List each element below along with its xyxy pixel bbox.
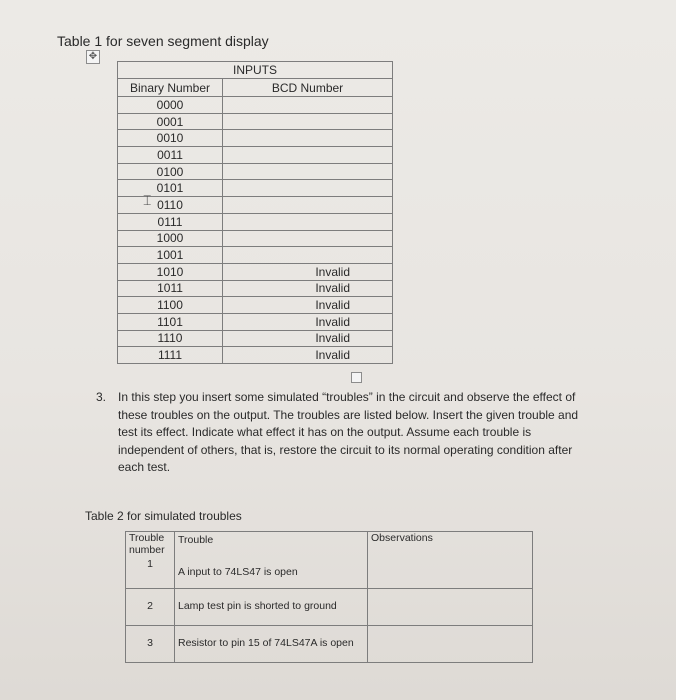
binary-cell: 1110: [118, 330, 223, 347]
binary-cell: 1010: [118, 263, 223, 280]
trouble-number-header-line2: number: [129, 544, 165, 556]
table-row: [118, 313, 393, 330]
trouble-header-cell: [175, 532, 368, 589]
table-row: [118, 230, 393, 247]
bcd-cell[interactable]: Invalid: [223, 347, 393, 364]
observation-cell[interactable]: [368, 626, 533, 663]
bcd-cell[interactable]: [223, 213, 393, 230]
table-row: [126, 626, 533, 663]
step-text: In this step you insert some simulated “troubles” in the circuit and observe the effect of these troubles on the output. The troubles are listed below. Insert the given trouble and test its effect. Indicate what effect it has on the output. Assume each trouble is independent of others, that is, restore the circuit to its normal operating condition after each test.: [118, 390, 579, 474]
table2-title: Table 2 for simulated troubles: [85, 509, 242, 523]
step-3-paragraph: [96, 389, 596, 477]
bcd-cell[interactable]: [223, 197, 393, 214]
binary-cell: 0100: [118, 163, 223, 180]
binary-cell: 0001: [118, 113, 223, 130]
bcd-cell[interactable]: [223, 247, 393, 264]
table-row: [126, 532, 533, 589]
step-number: 3.: [96, 390, 107, 404]
observations-header: Observations: [371, 532, 433, 544]
bcd-cell[interactable]: [223, 130, 393, 147]
table-row: [118, 147, 393, 164]
trouble-description-cell: [175, 589, 368, 626]
table-row: [118, 247, 393, 264]
binary-cell: 1100: [118, 297, 223, 314]
table1-title: Table 1 for seven segment display: [57, 33, 269, 49]
simulated-troubles-table: [125, 531, 533, 663]
bcd-cell[interactable]: [223, 97, 393, 114]
table-row: [126, 589, 533, 626]
binary-cell: 0000: [118, 97, 223, 114]
table-row: [118, 263, 393, 280]
binary-cell: 1011: [118, 280, 223, 297]
bcd-cell[interactable]: [223, 180, 393, 197]
observations-header-cell[interactable]: [368, 532, 533, 589]
bcd-cell[interactable]: [223, 113, 393, 130]
table-resize-handle[interactable]: [351, 372, 362, 383]
binary-cell: 1000: [118, 230, 223, 247]
table-row: [118, 180, 393, 197]
bcd-number-header: BCD Number: [223, 79, 393, 97]
table-row: [118, 113, 393, 130]
observation-cell[interactable]: [368, 589, 533, 626]
bcd-cell[interactable]: Invalid: [223, 263, 393, 280]
bcd-cell[interactable]: Invalid: [223, 313, 393, 330]
binary-cell: 1111: [118, 347, 223, 364]
bcd-cell[interactable]: Invalid: [223, 297, 393, 314]
bcd-cell[interactable]: [223, 147, 393, 164]
table-row: [118, 130, 393, 147]
bcd-cell[interactable]: Invalid: [223, 280, 393, 297]
trouble-description: Resistor to pin 15 of 74LS47A is open: [178, 637, 354, 649]
binary-cell: 0011: [118, 147, 223, 164]
table-row: [118, 97, 393, 114]
trouble-number-cell: 1: [147, 558, 153, 570]
binary-cell: 1101: [118, 313, 223, 330]
table-row: [118, 330, 393, 347]
trouble-number: 3: [147, 637, 153, 649]
binary-cell: 0010: [118, 130, 223, 147]
trouble-number-cell: [126, 589, 175, 626]
table-row: [118, 213, 393, 230]
trouble-number-cell: [126, 626, 175, 663]
bcd-cell[interactable]: [223, 163, 393, 180]
binary-number-header: Binary Number: [118, 79, 223, 97]
bcd-cell[interactable]: [223, 230, 393, 247]
binary-cell: 0110: [118, 197, 223, 214]
table-row: [118, 297, 393, 314]
trouble-description: Lamp test pin is shorted to ground: [178, 600, 337, 612]
table-row: [118, 197, 393, 214]
trouble-description-cell: [175, 626, 368, 663]
trouble-header: Trouble: [178, 534, 214, 546]
bcd-cell[interactable]: Invalid: [223, 330, 393, 347]
inputs-header: INPUTS: [118, 62, 393, 79]
table-move-handle-icon[interactable]: ✥: [86, 50, 100, 64]
table-row: [118, 347, 393, 364]
binary-cell: 0101: [118, 180, 223, 197]
trouble-description: A input to 74LS47 is open: [178, 566, 298, 578]
table-row: [118, 163, 393, 180]
trouble-number-header-line1: Trouble: [129, 532, 165, 544]
table-row: [118, 280, 393, 297]
trouble-number-header-cell: [126, 532, 175, 589]
seven-segment-table: [117, 61, 393, 364]
binary-cell: 0111: [118, 213, 223, 230]
trouble-number: 2: [147, 600, 153, 612]
text-cursor-icon: ⌶: [143, 192, 152, 208]
binary-cell: 1001: [118, 247, 223, 264]
